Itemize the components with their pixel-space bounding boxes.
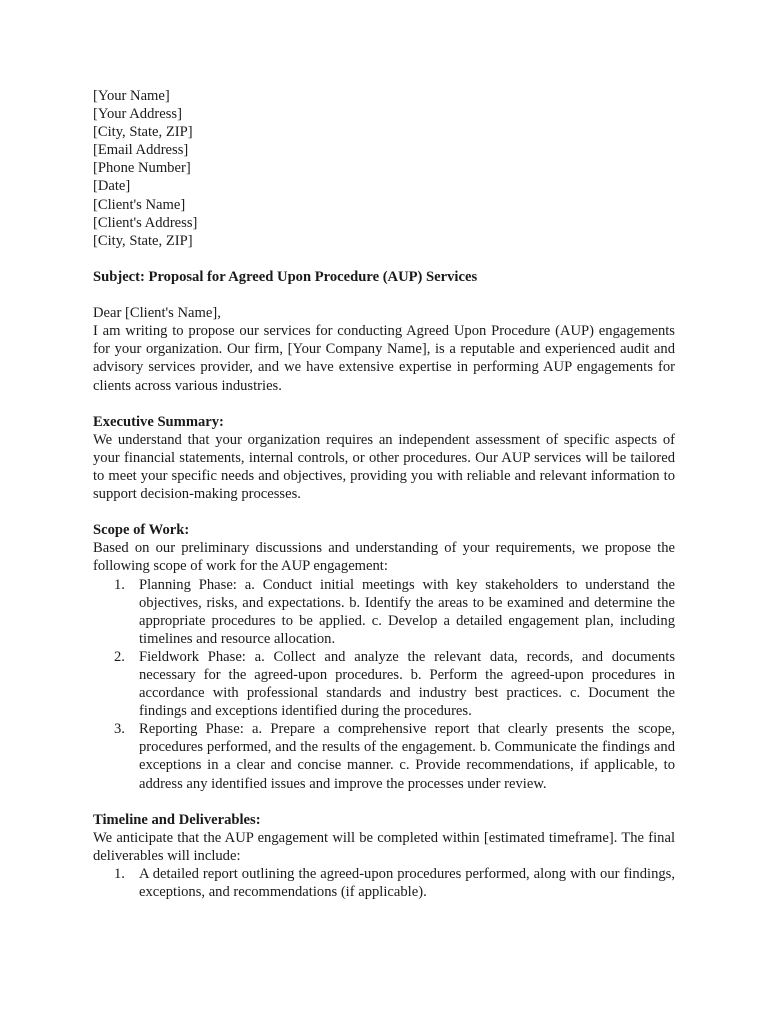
list-item-text: Fieldwork Phase: a. Collect and analyze the relevant data, records, and documents necessary for the agreed-upon procedures. b. Perform the agreed-upon procedures in accordance with professional standards and industry best practices. c. Document the findings and exceptions identified during the procedures.	[139, 648, 675, 720]
salutation: Dear [Client's Name],	[93, 305, 221, 322]
sender-name: [Your Name]	[93, 88, 170, 104]
list-number: 1.	[114, 866, 125, 883]
sender-phone: [Phone Number]	[93, 160, 191, 177]
sender-email: [Email Address]	[93, 142, 189, 159]
recipient-name: [Client's Name]	[93, 196, 186, 213]
subject-line: Subject: Proposal for Agreed Upon Procedure (AUP) Services	[93, 268, 478, 285]
recipient-address: [Client's Address]	[93, 214, 198, 231]
list-number: 2.	[114, 648, 125, 665]
list-item-text: Reporting Phase: a. Prepare a comprehensive report that clearly presents the scope, procedures performed, and the results of the engagement. b. Communicate the findings and exceptions in a clear and concise manner. c. Provide recommendations, if applicable, to address any identified issues and improve the processes under review.	[139, 721, 675, 792]
timeline-body: We anticipate that the AUP engagement will be completed within [estimated timeframe]. The final deliverables will include:	[93, 829, 675, 864]
list-item-text: Planning Phase: a. Conduct initial meetings with key stakeholders to understand the objectives, risks, and expectations. b. Identify the areas to be examined and determine the appropriate procedures to be applied. c. Develop a detailed engagement plan, including timelines and resource allocation.	[139, 576, 675, 647]
executive-summary-heading: Executive Summary:	[93, 413, 224, 430]
list-item	[93, 865, 675, 901]
recipient-block	[93, 196, 675, 250]
letter-page	[93, 87, 675, 901]
sender-block	[93, 87, 675, 196]
letter-date: [Date]	[93, 178, 131, 195]
sender-city-state-zip: [City, State, ZIP]	[93, 124, 193, 141]
deliverables-list	[93, 865, 675, 901]
list-item	[93, 648, 675, 720]
scope-heading: Scope of Work:	[93, 522, 190, 539]
timeline-heading: Timeline and Deliverables:	[93, 811, 261, 828]
scope-list	[93, 576, 675, 793]
recipient-city-state-zip: [City, State, ZIP]	[93, 232, 193, 249]
list-item-text: A detailed report outlining the agreed-upon procedures performed, along with our findings, exceptions, and recommendations (if applicable).	[139, 866, 675, 901]
executive-summary-body: We understand that your organization requires an independent assessment of specific aspects of your financial statements, internal controls, or other procedures. Our AUP services will be tailored to meet your specific needs and objectives, providing you with reliable and relevant information to support decision-making processes.	[93, 431, 675, 503]
list-item	[93, 576, 675, 648]
list-item	[93, 720, 675, 792]
scope-body: Based on our preliminary discussions and understanding of your requirements, we propose the following scope of work for the AUP engagement:	[93, 540, 675, 575]
intro-paragraph: I am writing to propose our services for conducting Agreed Upon Procedure (AUP) engagements for your organization. Our firm, [Your Company Name], is a reputable and experienced audit and advisory services provider, and we have extensive expertise in performing AUP engagements for clients across various industries.	[93, 323, 675, 394]
sender-address: [Your Address]	[93, 106, 182, 123]
list-number: 3.	[114, 721, 125, 738]
list-number: 1.	[114, 576, 125, 593]
